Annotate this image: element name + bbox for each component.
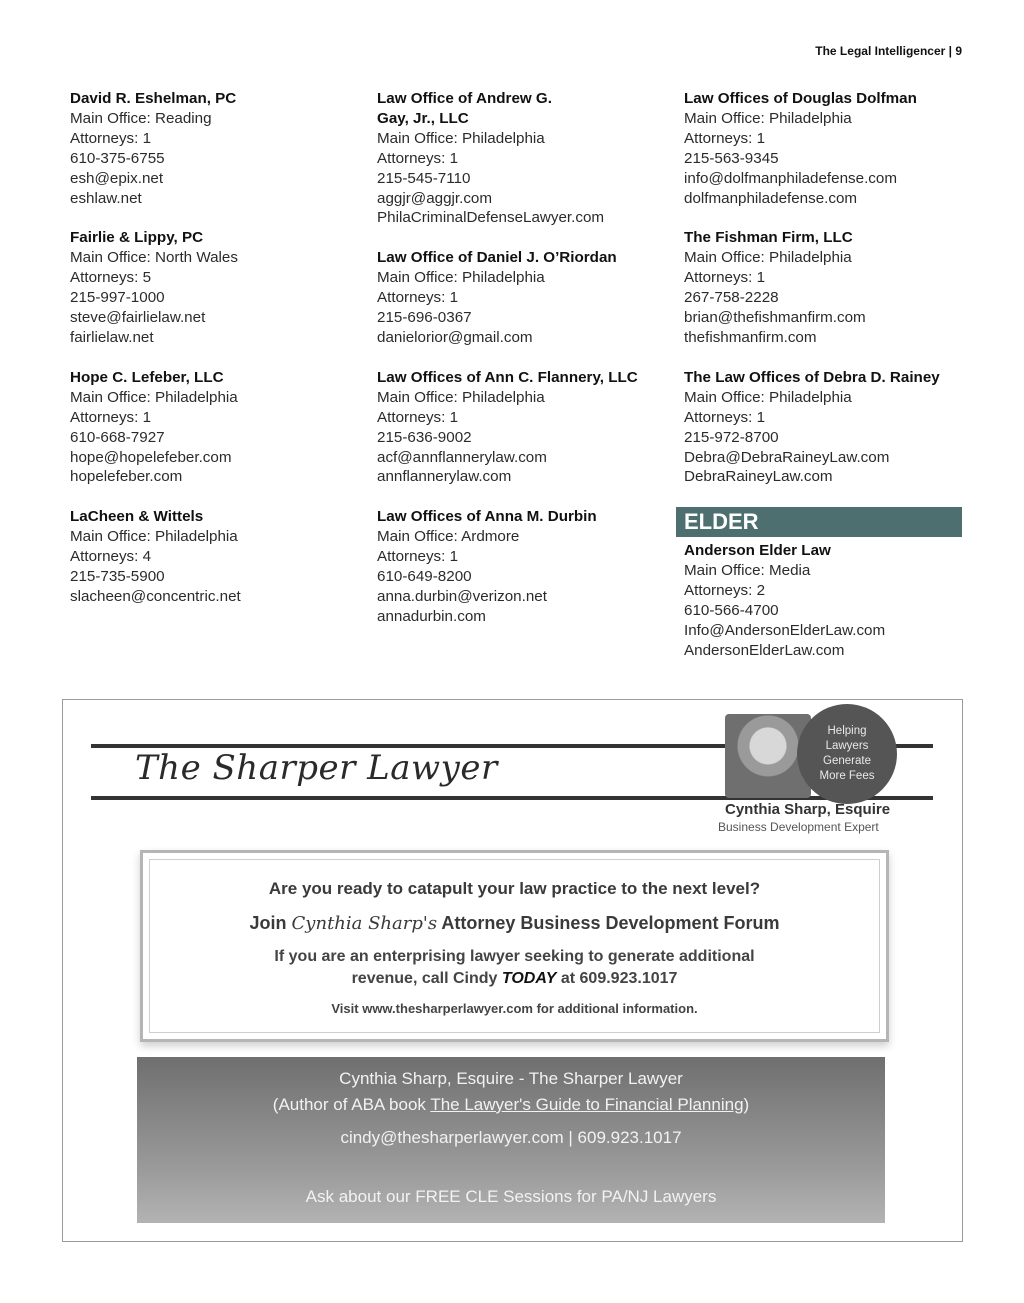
firm-website: fairlielaw.net xyxy=(70,328,154,346)
firm-office: Main Office: North Wales xyxy=(70,249,238,267)
firm-website: DebraRaineyLaw.com xyxy=(684,468,833,486)
firm-attorneys: Attorneys: 4 xyxy=(70,548,152,566)
firm-attorneys: Attorneys: 1 xyxy=(70,129,152,147)
firm-attorneys: Attorneys: 1 xyxy=(684,129,766,147)
firm-attorneys: Attorneys: 1 xyxy=(684,408,766,426)
firm-attorneys: Attorneys: 1 xyxy=(684,269,766,287)
firm-name: Law Offices of Ann C. Flannery, LLC xyxy=(377,368,638,386)
firm-listing xyxy=(377,248,662,348)
firm-attorneys: Attorneys: 1 xyxy=(377,548,459,566)
directory-column-3 xyxy=(684,89,964,681)
firm-listing xyxy=(70,228,355,347)
firm-name: Law Office of Daniel J. O’Riordan xyxy=(377,249,617,267)
firm-attorneys: Attorneys: 1 xyxy=(70,408,152,426)
contact-line-4: Ask about our FREE CLE Sessions for PA/NJ Lawyers xyxy=(305,1187,717,1206)
firm-phone: 610-649-8200 xyxy=(377,568,472,586)
firm-phone: 215-997-1000 xyxy=(70,289,165,307)
firm-listing xyxy=(377,368,662,487)
firm-email: Debra@DebraRaineyLaw.com xyxy=(684,448,890,466)
firm-listing xyxy=(70,89,355,208)
firm-phone: 215-696-0367 xyxy=(377,309,472,327)
firm-email: anna.durbin@verizon.net xyxy=(377,587,547,605)
firm-email: brian@thefishmanfirm.com xyxy=(684,309,866,327)
desc2-prefix: revenue, call Cindy xyxy=(351,970,498,987)
firm-attorneys: Attorneys: 5 xyxy=(70,269,152,287)
firm-phone: 267-758-2228 xyxy=(684,289,779,307)
page-header: The Legal Intelligencer | 9 xyxy=(815,44,962,58)
firm-website: AndersonElderLaw.com xyxy=(684,641,845,659)
firm-office: Main Office: Reading xyxy=(70,109,212,127)
firm-website: eshlaw.net xyxy=(70,189,142,207)
contact-line-3: cindy@thesharperlawyer.com | 609.923.1017 xyxy=(340,1128,682,1147)
advertisement xyxy=(62,699,963,1242)
section-heading-elder: ELDER xyxy=(676,507,962,537)
firm-phone: 610-566-4700 xyxy=(684,602,779,620)
firm-email: acf@annflannerylaw.com xyxy=(377,448,547,466)
firm-listing xyxy=(377,507,662,626)
book-title: The Lawyer's Guide to Financial Planning xyxy=(430,1095,744,1114)
firm-name: David R. Eshelman, PC xyxy=(70,90,237,107)
join-script-name: Cynthia Sharp's xyxy=(291,913,438,934)
ad-pitch-box xyxy=(140,850,889,1042)
ad-badge xyxy=(797,704,897,804)
firm-email: esh@epix.net xyxy=(70,169,164,187)
firm-website: hopelefeber.com xyxy=(70,468,183,486)
firm-name: Hope C. Lefeber, LLC xyxy=(70,368,224,386)
contact-line-2 xyxy=(137,1095,885,1115)
firm-name: Fairlie & Lippy, PC xyxy=(70,229,204,247)
firm-phone: 215-545-7110 xyxy=(377,169,471,187)
firm-listing xyxy=(377,89,662,228)
firm-name: Anderson Elder Law xyxy=(684,542,831,560)
join-suffix: Attorney Business Development Forum xyxy=(441,913,780,933)
firm-listing xyxy=(684,368,964,487)
firm-phone: 215-563-9345 xyxy=(684,149,779,167)
person-name: Cynthia Sharp, Esquire xyxy=(725,801,891,818)
ad-description-line-1: If you are an enterprising lawyer seeking to generate additional xyxy=(274,948,755,965)
firm-email: slacheen@concentric.net xyxy=(70,587,241,605)
firm-attorneys: Attorneys: 1 xyxy=(377,408,459,426)
book-prefix: (Author of ABA book xyxy=(272,1095,426,1114)
desc2-emphasis: TODAY xyxy=(501,970,557,987)
firm-attorneys: Attorneys: 1 xyxy=(377,149,459,167)
ad-badge-text: Helping Lawyers Generate More Fees xyxy=(819,725,875,782)
firm-office: Main Office: Philadelphia xyxy=(377,388,545,406)
firm-email: steve@fairlielaw.net xyxy=(70,309,206,327)
ad-contact-box xyxy=(137,1057,885,1223)
firm-office: Main Office: Philadelphia xyxy=(684,249,852,267)
desc2-suffix: at 609.923.1017 xyxy=(560,970,678,987)
firm-name: The Law Offices of Debra D. Rainey xyxy=(684,368,940,386)
firm-phone: 610-668-7927 xyxy=(70,428,165,446)
firm-office: Main Office: Philadelphia xyxy=(684,109,852,127)
firm-email: info@dolfmanphiladefense.com xyxy=(684,169,897,187)
firm-attorneys: Attorneys: 2 xyxy=(684,582,766,600)
firm-office: Main Office: Philadelphia xyxy=(377,129,545,147)
firm-office: Main Office: Media xyxy=(684,562,811,580)
firm-phone: 610-375-6755 xyxy=(70,149,165,167)
ad-description-line-2 xyxy=(143,970,886,988)
firm-listing xyxy=(684,541,964,660)
firm-name: Law Offices of Douglas Dolfman xyxy=(684,90,917,107)
firm-listing xyxy=(70,507,355,607)
join-prefix: Join xyxy=(249,913,287,933)
firm-attorneys: Attorneys: 1 xyxy=(377,289,459,307)
directory-column-2 xyxy=(377,89,662,647)
firm-listing xyxy=(70,368,355,487)
firm-website: annflannerylaw.com xyxy=(377,468,512,486)
firm-listing xyxy=(684,89,964,208)
firm-name: Law Office of Andrew G. Gay, Jr., LLC xyxy=(377,90,552,127)
firm-office: Main Office: Ardmore xyxy=(377,528,520,546)
firm-website: annadurbin.com xyxy=(377,607,486,625)
book-suffix: ) xyxy=(743,1095,750,1114)
firm-website: thefishmanfirm.com xyxy=(684,328,817,346)
firm-website: dolfmanphiladefense.com xyxy=(684,189,858,207)
firm-phone: 215-972-8700 xyxy=(684,428,779,446)
ad-visit-line: Visit www.thesharperlawyer.com for additional information. xyxy=(331,1001,698,1016)
firm-email: danielorior@gmail.com xyxy=(377,328,533,346)
ad-brand-logo: The Sharper Lawyer xyxy=(135,748,498,788)
firm-phone: 215-735-5900 xyxy=(70,568,165,586)
person-title: Business Development Expert xyxy=(718,820,879,834)
firm-email: aggjr@aggjr.com xyxy=(377,189,493,207)
ad-join-line xyxy=(143,913,886,934)
firm-office: Main Office: Philadelphia xyxy=(377,269,545,287)
firm-office: Main Office: Philadelphia xyxy=(70,388,238,406)
firm-name: The Fishman Firm, LLC xyxy=(684,229,853,247)
firm-phone: 215-636-9002 xyxy=(377,428,472,446)
firm-name: Law Offices of Anna M. Durbin xyxy=(377,508,597,526)
contact-line-1: Cynthia Sharp, Esquire - The Sharper Lawyer xyxy=(339,1069,683,1088)
directory-column-1 xyxy=(70,89,355,627)
firm-office: Main Office: Philadelphia xyxy=(70,528,238,546)
firm-email: Info@AndersonElderLaw.com xyxy=(684,621,886,639)
firm-website: PhilaCriminalDefenseLawyer.com xyxy=(377,209,605,227)
ad-question: Are you ready to catapult your law practice to the next level? xyxy=(268,879,761,898)
firm-name: LaCheen & Wittels xyxy=(70,508,204,526)
firm-listing xyxy=(684,228,964,347)
firm-email: hope@hopelefeber.com xyxy=(70,448,232,466)
firm-office: Main Office: Philadelphia xyxy=(684,388,852,406)
